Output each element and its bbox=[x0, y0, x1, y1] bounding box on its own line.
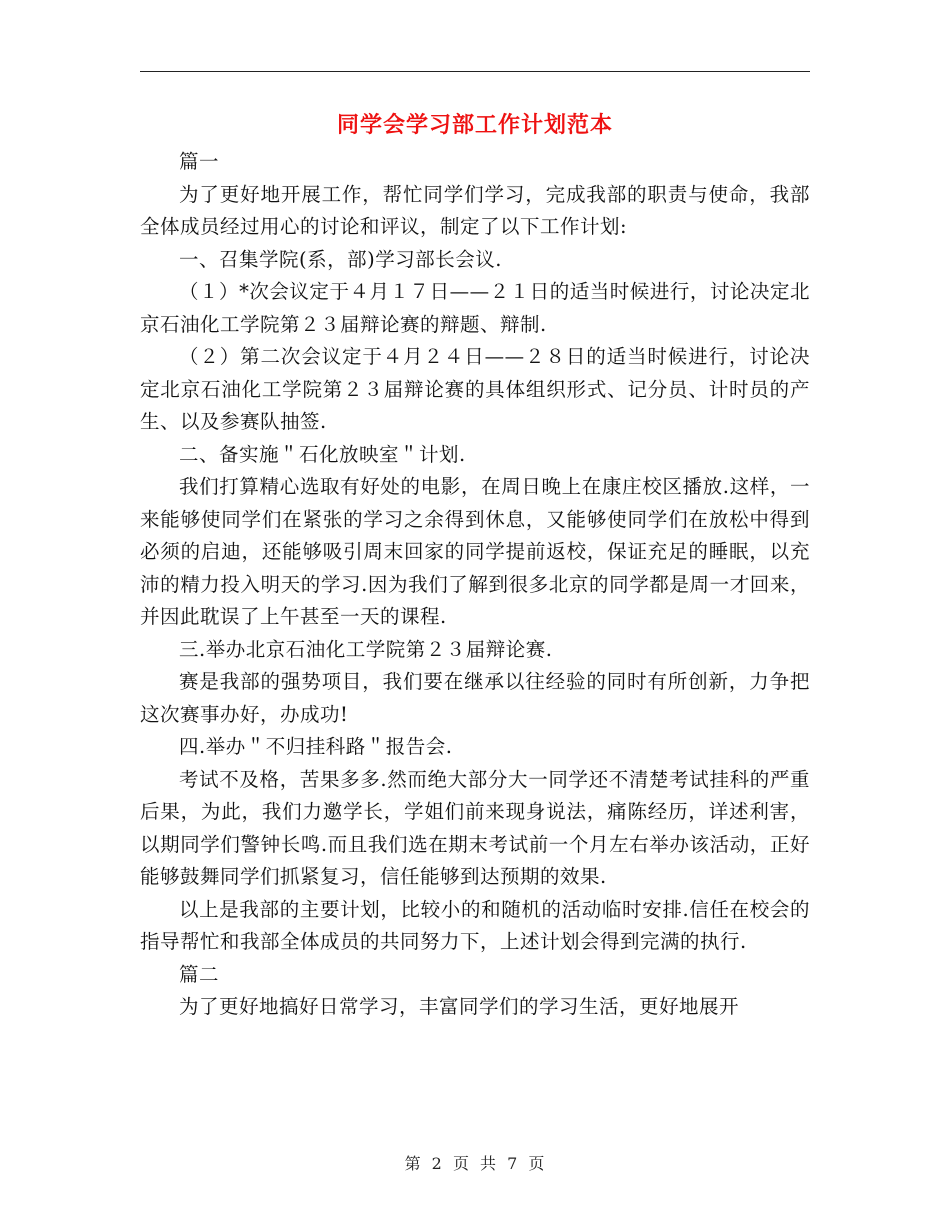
item-four-heading: 四.举办＂不归挂科路＂报告会. bbox=[179, 735, 453, 758]
item-two-paragraph: 我们打算精心选取有好处的电影，在周日晚上在康庄校区播放.这样，一来能够使同学们在紧张的学习之余得到休息，又能够使同学们在放松中得到必须的启迪，还能够吸引周末回家的同学提前返校，保证充足的睡眠，以充沛的精力投入明天的学习.因为我们了解到很多北京的同学都是周一才回来，并因此耽误了上午甚至一天的课程. bbox=[140, 475, 810, 628]
document-title: 同学会学习部工作计划范本 bbox=[336, 112, 613, 138]
header-rule bbox=[140, 71, 810, 72]
section-heading-part-one: 篇一 bbox=[179, 150, 220, 173]
item-four-paragraph: 考试不及格，苦果多多.然而绝大部分大一同学还不清楚考试挂科的严重后果，为此，我们力邀学长，学姐们前来现身说法，痛陈经历，详述利害，以期同学们警钟长鸣.而且我们选在期末考试前一个月左右举办该活动，正好能够鼓舞同学们抓紧复习，信任能够到达预期的效果. bbox=[140, 767, 810, 888]
item-one-second-meeting: （２）第二次会议定于４月２４日——２８日的适当时候进行，讨论决定北京石油化工学院第２３届辩论赛的具体组织形式、记分员、计时员的产生、以及参赛队抽签. bbox=[140, 345, 810, 433]
part-two-intro-paragraph: 为了更好地搞好日常学习，丰富同学们的学习生活，更好地展开 bbox=[179, 995, 740, 1018]
page-number-footer: 第 2 页 共 7 页 bbox=[404, 1154, 546, 1173]
item-two-heading: 二、备实施＂石化放映室＂计划. bbox=[179, 442, 466, 466]
document-body bbox=[140, 146, 810, 1024]
intro-paragraph: 为了更好地开展工作，帮忙同学们学习，完成我部的职责与使命，我部全体成员经过用心的讨论和评议，制定了以下工作计划: bbox=[140, 182, 810, 238]
item-three-paragraph: 赛是我部的强势项目，我们要在继承以往经验的同时有所创新，力争把这次赛事办好，办成功! bbox=[140, 670, 810, 726]
item-three-heading: 三.举办北京石油化工学院第２３届辩论赛. bbox=[179, 637, 553, 661]
section-heading-part-two: 篇二 bbox=[179, 962, 220, 986]
closing-paragraph: 以上是我部的主要计划，比较小的和随机的活动临时安排.信任在校会的指导帮忙和我部全体成员的共同努力下，上述计划会得到完满的执行. bbox=[140, 897, 810, 953]
item-one-heading: 一、召集学院(系，部)学习部长会议. bbox=[179, 247, 502, 271]
item-one-first-meeting: （１）*次会议定于４月１７日——２１日的适当时候进行，讨论决定北京石油化工学院第２３届辩论赛的辩题、辩制. bbox=[140, 280, 810, 336]
